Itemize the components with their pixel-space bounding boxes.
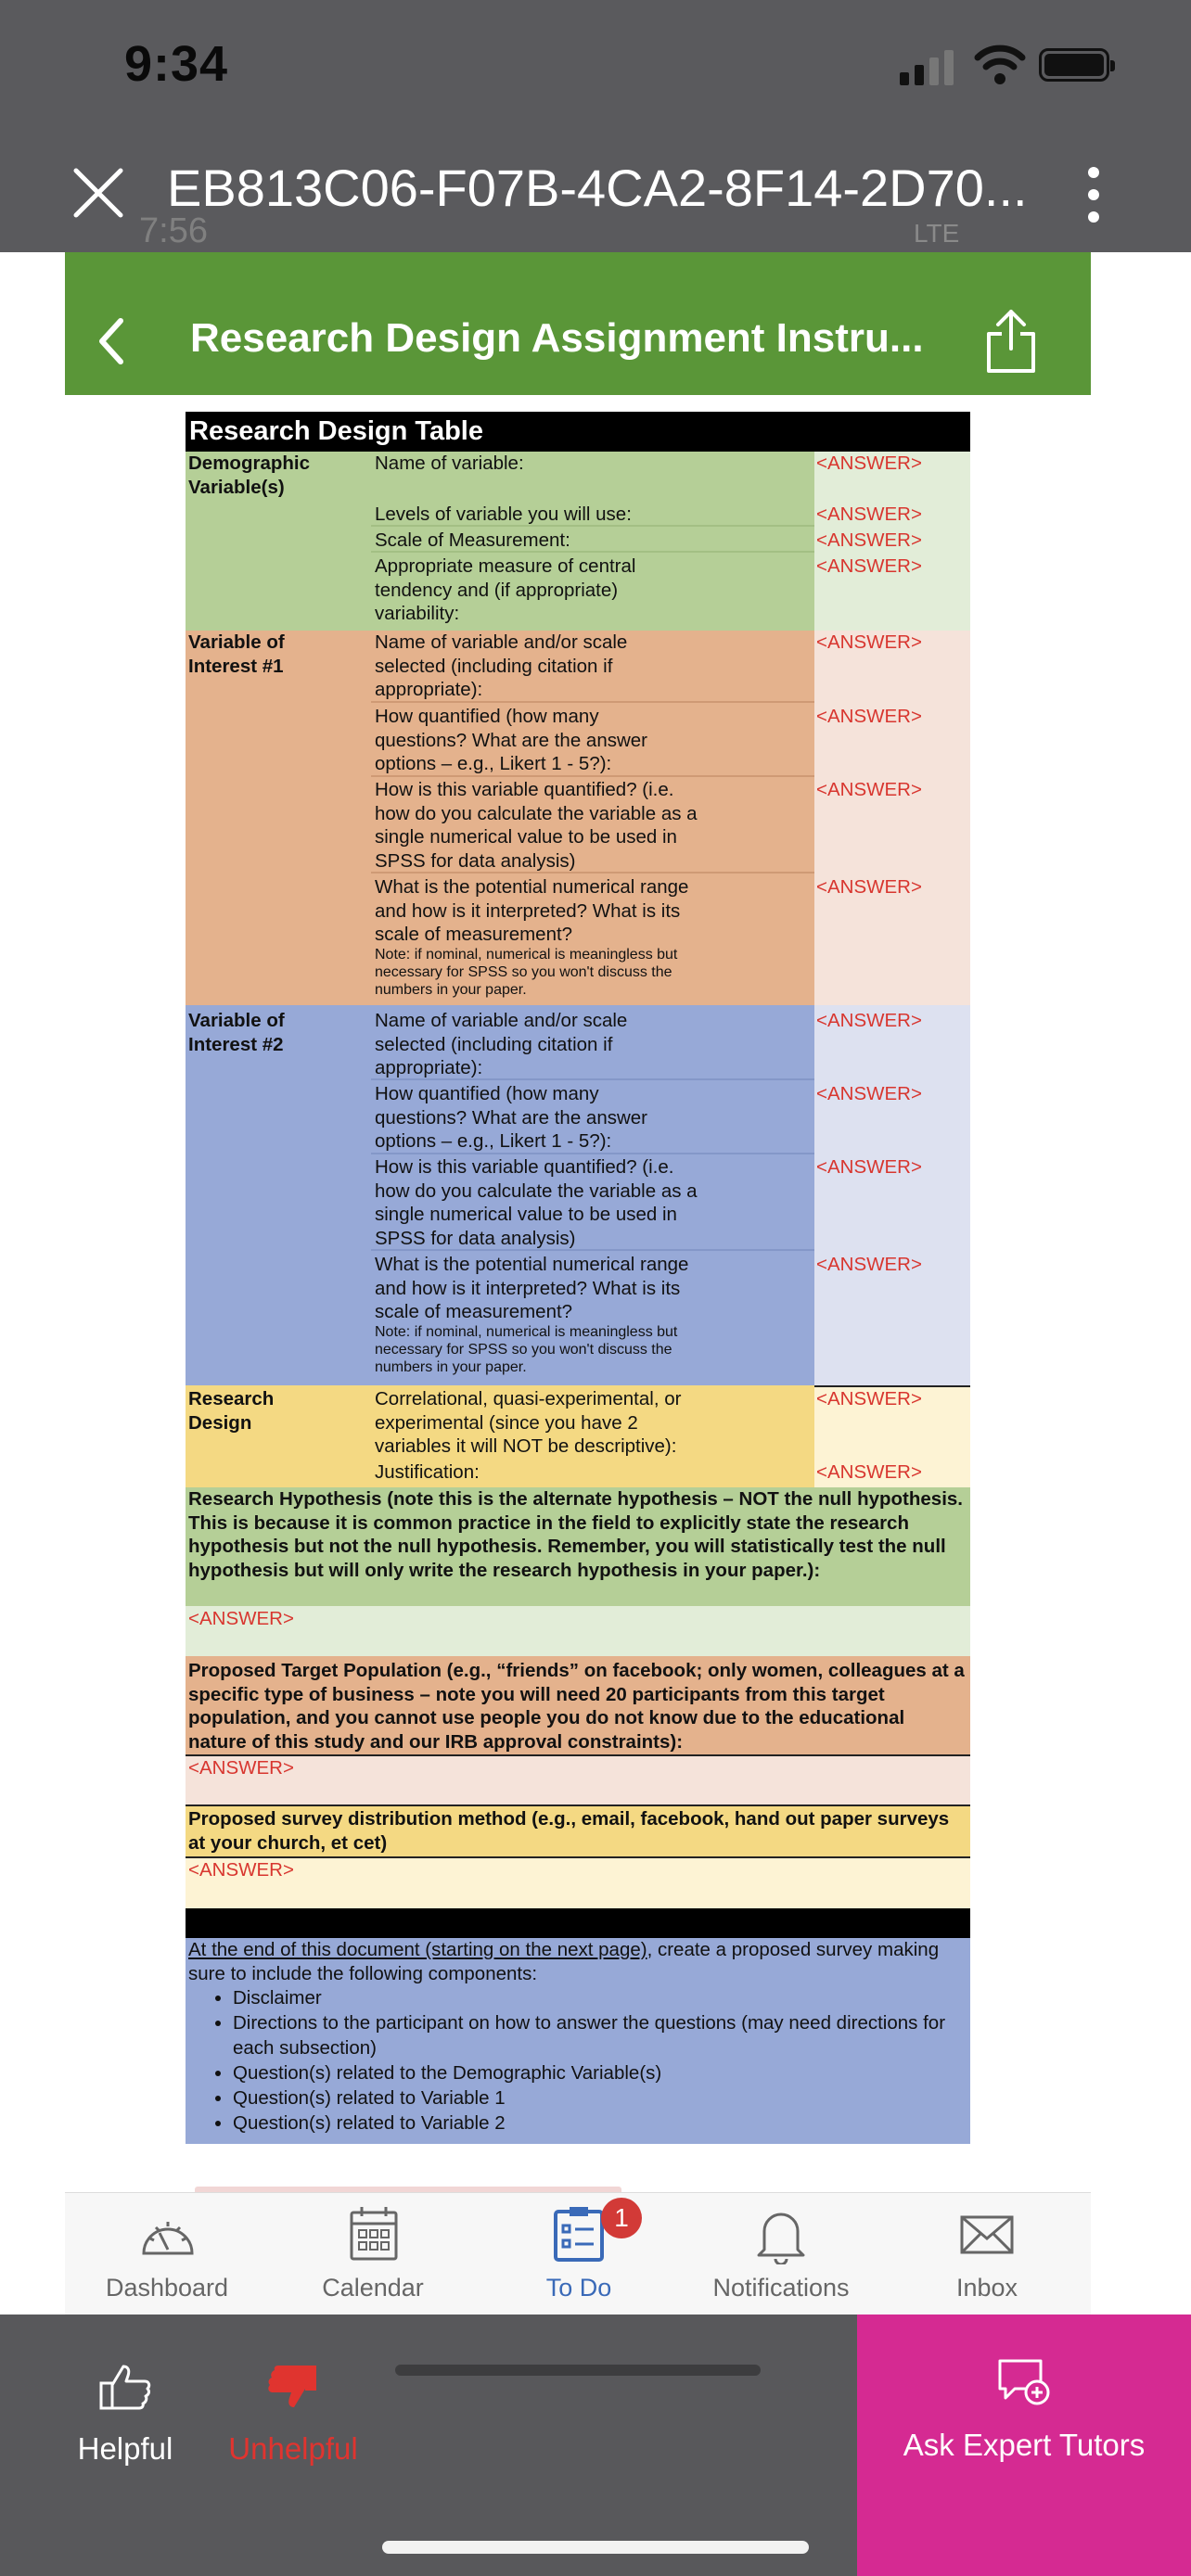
share-icon[interactable] bbox=[983, 308, 1039, 375]
voi2-answers bbox=[814, 1005, 970, 1385]
wifi-icon bbox=[974, 45, 1026, 85]
answer-field[interactable]: <ANSWER> bbox=[816, 1010, 922, 1031]
hypothesis-answer-area bbox=[186, 1606, 970, 1656]
voi2-row-3: How is this variable quantified? (i.e. how do you calculate the variable as a single numerical value to be used in SPSS for data analysis) bbox=[375, 1156, 698, 1249]
list-item: • Question(s) related to Variable 1 bbox=[233, 2085, 967, 2111]
answer-field[interactable]: <ANSWER> bbox=[816, 1156, 922, 1178]
instructions-link[interactable]: At the end of this document (starting on the next page) bbox=[188, 1939, 647, 1960]
dashboard-icon bbox=[139, 2213, 197, 2257]
close-icon[interactable] bbox=[72, 167, 124, 219]
tab-inbox[interactable] bbox=[894, 2201, 1080, 2311]
tab-notifications[interactable] bbox=[688, 2201, 874, 2311]
voi1-row-1: Name of variable and/or scale selected (including citation if appropriate): bbox=[375, 631, 628, 700]
demographic-label: Demographic Variable(s) bbox=[188, 453, 310, 498]
population-prompt: Proposed Target Population (e.g., “friends” on facebook; only women, colleagues at a specific type of business – note you will need 20 participants from this target population, and you cannot use people you do not know due to the educational nature of this study and our IRB approval constraints): bbox=[186, 1656, 970, 1756]
answer-field[interactable]: <ANSWER> bbox=[816, 876, 922, 898]
viewer-title: EB813C06-F07B-4CA2-8F14-2D70... bbox=[167, 159, 1028, 217]
tab-label: Dashboard bbox=[105, 2274, 229, 2302]
answer-field[interactable]: <ANSWER> bbox=[816, 779, 922, 800]
tab-calendar[interactable] bbox=[280, 2201, 466, 2311]
tab-label: To Do bbox=[545, 2274, 612, 2302]
answer-field[interactable]: <ANSWER> bbox=[188, 1757, 294, 1779]
answer-field[interactable]: <ANSWER> bbox=[816, 1461, 922, 1483]
home-indicator bbox=[382, 2541, 809, 2554]
ask-label: Ask Expert Tutors bbox=[903, 2428, 1146, 2462]
list-item: • Question(s) related to Variable 2 bbox=[233, 2111, 967, 2136]
helpful-label: Helpful bbox=[77, 2431, 173, 2466]
demographic-row-4: Appropriate measure of central tendency and (if appropriate) variability: bbox=[375, 555, 636, 624]
design-row-2: Justification: bbox=[375, 1461, 480, 1483]
answer-field[interactable]: <ANSWER> bbox=[188, 1859, 294, 1881]
tab-label: Calendar bbox=[322, 2274, 424, 2302]
distribution-answer-area bbox=[186, 1858, 970, 1908]
section-divider bbox=[186, 1908, 970, 1938]
scroll-handle[interactable] bbox=[395, 2365, 761, 2376]
thumbs-down-icon bbox=[265, 2363, 319, 2411]
voi2-row-4: What is the potential numerical range and how is it interpreted? What is its scale of measurement? bbox=[375, 1254, 689, 1322]
app-title: Research Design Assignment Instru... bbox=[190, 315, 924, 361]
answer-field[interactable]: <ANSWER> bbox=[816, 1083, 922, 1104]
unhelpful-button[interactable] bbox=[219, 2355, 367, 2467]
bell-icon bbox=[755, 2205, 807, 2264]
thumbs-up-icon bbox=[98, 2363, 152, 2411]
answer-field[interactable]: <ANSWER> bbox=[816, 453, 922, 474]
next-line-peek bbox=[195, 2181, 621, 2192]
battery-icon bbox=[1039, 48, 1109, 82]
instructions-text: , create a proposed survey making sure to include the following components: bbox=[188, 1939, 940, 1984]
chat-add-icon bbox=[996, 2357, 1052, 2409]
voi1-answers bbox=[814, 631, 970, 1005]
status-time: 9:34 bbox=[124, 36, 229, 92]
voi1-label: Variable of Interest #1 bbox=[188, 631, 285, 677]
list-item: • Question(s) related to the Demographic Variable(s) bbox=[233, 2060, 967, 2085]
unhelpful-label: Unhelpful bbox=[228, 2431, 358, 2466]
tab-label: Notifications bbox=[712, 2274, 850, 2302]
answer-field[interactable]: <ANSWER> bbox=[816, 706, 922, 727]
demographic-row-3: Scale of Measurement: bbox=[375, 529, 570, 551]
list-item: • Disclaimer bbox=[233, 1985, 967, 2010]
list-item: • Directions to the participant on how to answer the questions (may need directions for each subsection) bbox=[233, 2010, 967, 2060]
voi2-row-2: How quantified (how many questions? What are the answer options – e.g., Likert 1 - 5?): bbox=[375, 1083, 647, 1152]
ask-expert-tutors-button[interactable] bbox=[857, 2315, 1191, 2576]
tab-label: Inbox bbox=[955, 2274, 1018, 2302]
tab-dashboard[interactable] bbox=[74, 2201, 260, 2311]
embedded-network: LTE bbox=[914, 219, 960, 248]
voi2-row-1: Name of variable and/or scale selected (including citation if appropriate): bbox=[375, 1010, 628, 1078]
distribution-prompt: Proposed survey distribution method (e.g., email, facebook, hand out paper surveys at your church, et cet) bbox=[186, 1806, 970, 1856]
voi2-label: Variable of Interest #2 bbox=[188, 1010, 285, 1055]
hypothesis-prompt: Research Hypothesis (note this is the alternate hypothesis – NOT the null hypothesis. This is because it is common practice in the field to explicitly state the research hypothesis but not the null hypothesis. Remember, you will statistically test the null hypothesis but will only write the research hypothesis in your paper.): bbox=[186, 1487, 970, 1606]
table-title-bar bbox=[186, 412, 970, 452]
instructions-box bbox=[186, 1938, 970, 2144]
voi1-row-3: How is this variable quantified? (i.e. how do you calculate the variable as a single numerical value to be used in SPSS for data analysis) bbox=[375, 779, 698, 872]
embedded-status-time: 7:56 bbox=[139, 211, 208, 250]
todo-badge: 1 bbox=[601, 2198, 642, 2238]
answer-field[interactable]: <ANSWER> bbox=[816, 555, 922, 577]
more-vertical-icon[interactable] bbox=[1083, 167, 1104, 223]
mail-icon bbox=[959, 2214, 1015, 2255]
voi1-row-2: How quantified (how many questions? What are the answer options – e.g., Likert 1 - 5?): bbox=[375, 706, 647, 774]
table-title: Research Design Table bbox=[189, 416, 483, 446]
answer-field[interactable]: <ANSWER> bbox=[816, 529, 922, 551]
helpful-button[interactable] bbox=[56, 2355, 195, 2467]
design-label: Research Design bbox=[188, 1388, 275, 1434]
answer-field[interactable]: <ANSWER> bbox=[816, 504, 922, 525]
components-list bbox=[188, 1985, 967, 2136]
design-row-1: Correlational, quasi-experimental, or experimental (since you have 2 variables it will NOT be descriptive): bbox=[375, 1388, 682, 1457]
todo-icon bbox=[553, 2205, 605, 2263]
answer-field[interactable]: <ANSWER> bbox=[816, 631, 922, 653]
tab-todo[interactable] bbox=[486, 2201, 672, 2311]
answer-field[interactable]: <ANSWER> bbox=[188, 1608, 294, 1629]
answer-field[interactable]: <ANSWER> bbox=[816, 1388, 922, 1409]
demographic-row-2: Levels of variable you will use: bbox=[375, 504, 632, 525]
calendar-icon bbox=[349, 2205, 399, 2263]
answer-field[interactable]: <ANSWER> bbox=[816, 1254, 922, 1275]
voi2-note: Note: if nominal, numerical is meaningless but necessary for SPSS so you won't discuss the numbers in your paper. bbox=[375, 1324, 678, 1375]
chevron-left-icon[interactable] bbox=[96, 317, 126, 365]
demographic-row-1: Name of variable: bbox=[375, 453, 524, 474]
population-answer-area bbox=[186, 1756, 970, 1806]
voi1-note: Note: if nominal, numerical is meaningless but necessary for SPSS so you won't discuss the numbers in your paper. bbox=[375, 947, 678, 998]
signal-icon bbox=[900, 48, 957, 85]
voi1-row-4: What is the potential numerical range and how is it interpreted? What is its scale of measurement? bbox=[375, 876, 689, 945]
